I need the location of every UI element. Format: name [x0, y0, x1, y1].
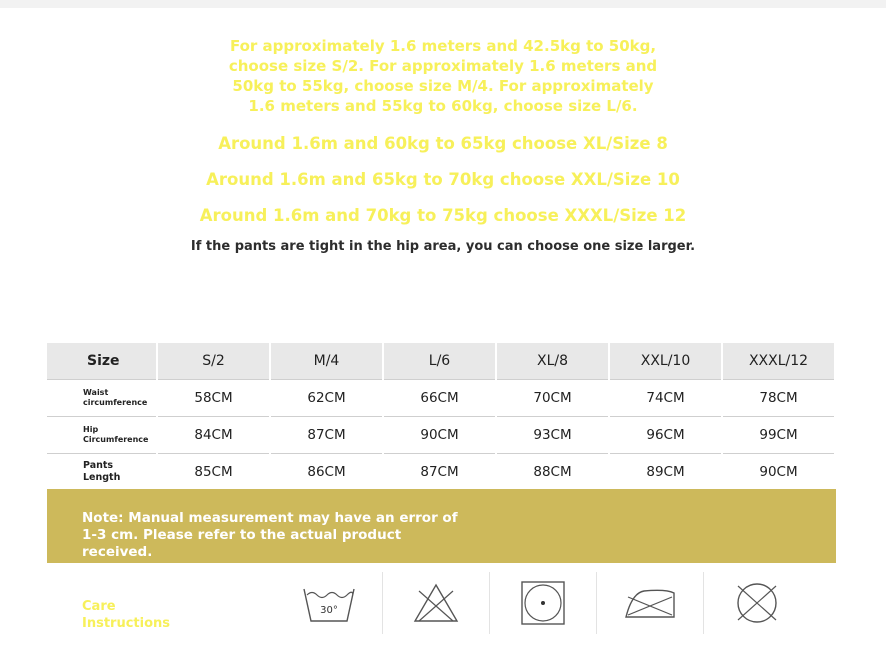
care-icons-row — [276, 572, 810, 634]
paragraph-line: 50kg to 55kg, choose size M/4. For approximately — [232, 77, 654, 95]
table-row — [47, 380, 835, 417]
no-bleach-icon — [411, 581, 461, 625]
table-cell: 86CM — [270, 454, 383, 491]
size-column-header: S/2 — [157, 343, 270, 380]
size-header: Size — [47, 343, 157, 380]
table-cell: 93CM — [496, 417, 609, 454]
paragraph-line: choose size S/2. For approximately 1.6 meters and — [228, 57, 658, 75]
table-header-row — [47, 343, 835, 380]
size-column-header: XL/8 — [496, 343, 609, 380]
table-row — [47, 454, 835, 491]
table-cell: 87CM — [383, 454, 496, 491]
size-line-xxl: Around 1.6m and 65kg to 70kg choose XXL/Size 10 — [206, 170, 680, 189]
care-instructions-title — [82, 598, 170, 632]
care-title-line: Care — [82, 599, 116, 614]
row-label-hip — [47, 417, 157, 454]
table-cell: 84CM — [157, 417, 270, 454]
row-label-line: Circumference — [83, 435, 149, 444]
table-cell: 58CM — [157, 380, 270, 417]
table-cell: 85CM — [157, 454, 270, 491]
size-column-header: L/6 — [383, 343, 496, 380]
wash-30-icon — [301, 581, 357, 625]
care-icon-cell — [382, 572, 489, 634]
care-icon-cell — [489, 572, 596, 634]
table-cell: 78CM — [722, 380, 835, 417]
care-icon-cell — [703, 572, 810, 634]
paragraph-line: 1.6 meters and 55kg to 60kg, choose size L/6. — [248, 97, 638, 115]
table-cell: 89CM — [609, 454, 722, 491]
table-cell: 90CM — [383, 417, 496, 454]
wash-temp-label: 30° — [320, 605, 338, 616]
table-cell: 70CM — [496, 380, 609, 417]
row-label-line: Length — [83, 472, 121, 483]
table-cell: 99CM — [722, 417, 835, 454]
table-cell: 90CM — [722, 454, 835, 491]
size-line-xxxl: Around 1.6m and 70kg to 75kg choose XXXL/Size 12 — [199, 206, 687, 225]
row-label-line: Waist — [83, 388, 109, 397]
size-line-xl: Around 1.6m and 60kg to 65kg choose XL/Size 8 — [218, 134, 668, 153]
size-column-header: XXXL/12 — [722, 343, 835, 380]
row-label-line: circumference — [83, 398, 148, 407]
table-cell: 96CM — [609, 417, 722, 454]
size-guide-paragraph — [0, 36, 886, 116]
table-cell: 88CM — [496, 454, 609, 491]
row-label-line: Hip — [83, 425, 99, 434]
hip-fit-note: If the pants are tight in the hip area, you can choose one size larger. — [190, 239, 696, 254]
row-label-line: Pants — [83, 460, 114, 471]
table-cell: 66CM — [383, 380, 496, 417]
care-title-line: Instructions — [82, 616, 171, 631]
top-band — [0, 0, 886, 8]
table-row — [47, 417, 835, 454]
care-icon-cell — [596, 572, 703, 634]
no-iron-icon — [622, 583, 678, 623]
table-cell: 74CM — [609, 380, 722, 417]
size-chart-table — [47, 343, 836, 490]
row-label-waist — [47, 380, 157, 417]
table-cell: 87CM — [270, 417, 383, 454]
size-column-header: M/4 — [270, 343, 383, 380]
care-icon-cell — [276, 572, 382, 634]
no-dry-clean-icon — [732, 581, 782, 625]
size-column-header: XXL/10 — [609, 343, 722, 380]
tumble-dry-low-icon — [520, 580, 566, 626]
measurement-note-text: Note: Manual measurement may have an error of 1-3 cm. Please refer to the actual product received. — [82, 510, 458, 560]
measurement-note-band — [47, 489, 836, 563]
table-cell: 62CM — [270, 380, 383, 417]
row-label-length — [47, 454, 157, 491]
paragraph-line: For approximately 1.6 meters and 42.5kg to 50kg, — [229, 37, 657, 55]
